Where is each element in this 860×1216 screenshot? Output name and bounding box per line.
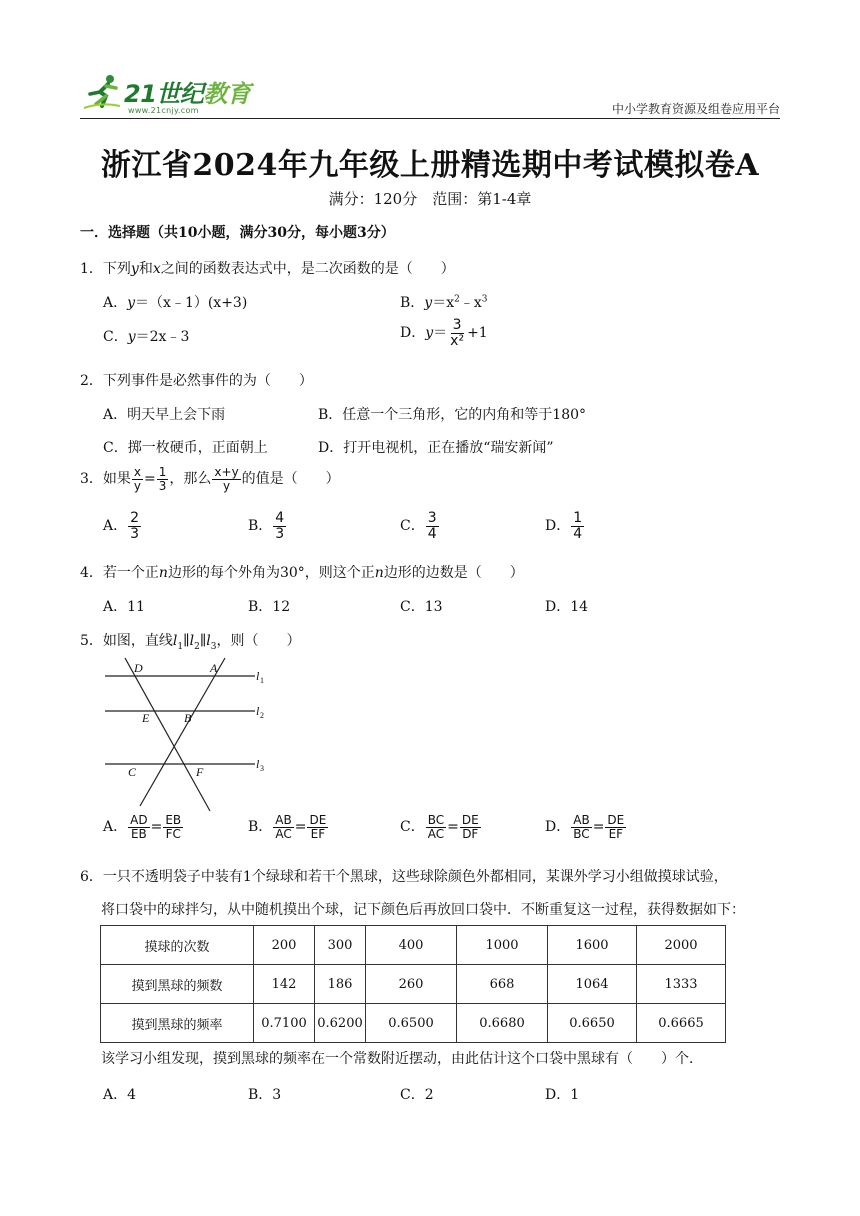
q5-option-c[interactable]: [400, 814, 482, 840]
logo-wordmark: [124, 82, 250, 106]
q1-option-a[interactable]: [103, 292, 247, 312]
q3-b-label: B．: [248, 518, 273, 535]
question-6-line-2: 将口袋中的球拌匀，从中随机摸出个球，记下颜色后再放回口袋中．不断重复这一过程，获得数据如下：: [101, 902, 745, 918]
q3-fraction-xy-y: [212, 466, 240, 492]
parallel-lines-figure: [100, 656, 275, 816]
q3-f3-num: x+y: [214, 465, 239, 479]
q5-option-a[interactable]: [103, 814, 184, 840]
question-5-stem: [80, 630, 301, 650]
q3-a-den: 3: [130, 525, 140, 542]
q3-option-c[interactable]: [400, 511, 440, 541]
q1-c-label: C．: [103, 329, 128, 345]
q5-l1: l: [172, 633, 178, 649]
transversal-a-c: [140, 658, 225, 806]
table-cell: 1600: [548, 926, 637, 965]
platform-tagline: 中小学教育资源及组卷应用平台: [611, 102, 780, 116]
label-a: A: [210, 661, 218, 675]
q6-option-a[interactable]: A．4: [103, 1087, 137, 1103]
table-cell: 1333: [637, 965, 726, 1004]
q5-b-d1: AC: [275, 826, 292, 841]
label-l2: l: [256, 704, 260, 718]
q5-d-d2: EF: [608, 826, 624, 841]
logo-text-a: 21世纪: [124, 80, 204, 108]
q5-d-frac1: [571, 814, 591, 840]
q1-a-label: A．: [103, 295, 128, 311]
label-c: C: [128, 765, 137, 779]
table-cell: 0.6200: [315, 1004, 366, 1043]
frequency-table: [100, 925, 726, 1043]
q4-option-d[interactable]: D．14: [545, 599, 589, 615]
q1-var-x: x: [152, 261, 161, 277]
table-cell: 0.7100: [254, 1004, 315, 1043]
q5-c-eq: =: [447, 819, 459, 836]
q5-b-frac1: [273, 814, 293, 840]
q3-c-fraction: [426, 511, 439, 541]
q5-l3: l: [206, 633, 211, 649]
q5-l2: l: [189, 633, 195, 649]
table-cell: 2000: [637, 926, 726, 965]
q5-d-n1: AB: [573, 813, 590, 827]
q5-a-n2: EB: [165, 813, 182, 827]
q1-b-exp1: 2: [454, 294, 460, 305]
label-e: E: [142, 711, 150, 725]
q3-f2-num: 1: [158, 465, 167, 479]
q5-b-n2: DE: [309, 813, 327, 827]
q3-b-fraction: [273, 511, 286, 541]
question-3-stem: [80, 466, 340, 492]
transversal-d-f: [125, 658, 210, 811]
q2-option-a[interactable]: A．明天早上会下雨: [103, 407, 226, 423]
question-2-stem: 2．下列事件是必然事件的为（ ）: [80, 373, 313, 389]
q5-s3: 3: [210, 641, 217, 652]
table-cell: 668: [457, 965, 548, 1004]
q1-stem-c: 之间的函数表达式中，是二次函数的是（ ）: [160, 261, 455, 277]
label-b: B: [184, 711, 192, 725]
q5-c-frac2: [460, 814, 481, 840]
q1-option-d[interactable]: [400, 318, 488, 348]
q5-a-label: A．: [103, 819, 128, 836]
label-l3-sub: 3: [260, 764, 264, 773]
q1-a-text: ＝（x﹣1）(x+3): [135, 295, 248, 311]
q1-b-label: B．: [400, 295, 425, 311]
q2-option-c[interactable]: C．掷一枚硬币，正面朝上: [103, 440, 268, 456]
q3-f1-den: y: [133, 478, 142, 493]
q5-stem-b: ，则（ ）: [216, 633, 301, 649]
q5-b-n1: AB: [275, 813, 292, 827]
q3-f2-den: 3: [158, 478, 167, 493]
q4-option-a[interactable]: A．11: [103, 599, 145, 615]
q1-d-y: y: [425, 325, 434, 342]
q1-option-b[interactable]: [400, 292, 488, 312]
label-l3: l: [256, 757, 260, 771]
q5-a-frac2: [163, 814, 183, 840]
q3-c-label: C．: [400, 518, 425, 535]
q3-f1-num: x: [133, 465, 142, 479]
table-cell: 1000: [457, 926, 548, 965]
q5-d-label: D．: [545, 819, 571, 836]
question-6-line-1: 6．一只不透明袋子中装有1个绿球和若干个黑球，这些球除颜色外都相同，某课外学习小组做摸球试验，: [80, 869, 728, 885]
page-title: 浙江省2024年九年级上册精选期中考试模拟卷A: [100, 148, 760, 183]
q3-d-den: 4: [573, 525, 583, 542]
label-l2-sub: 2: [260, 711, 264, 720]
frequency-table-body: [101, 926, 726, 1043]
question-1-stem: [80, 258, 455, 278]
q1-b-exp2: 3: [481, 294, 488, 305]
q3-fraction-1-3: [157, 466, 169, 492]
table-row-header: 摸到黑球的频率: [101, 1004, 254, 1043]
table-cell: 300: [315, 926, 366, 965]
question-6-line-3: 该学习小组发现，摸到黑球的频率在一个常数附近摆动，由此估计这个口袋中黑球有（ ）个．: [101, 1051, 703, 1067]
table-row: [101, 1004, 726, 1043]
q5-stem-a: 5．如图，直线: [80, 633, 173, 649]
exam-subtitle: 满分：120分 范围：第1-4章: [328, 190, 532, 208]
table-row: [101, 926, 726, 965]
q3-option-d[interactable]: [545, 511, 585, 541]
table-cell: 200: [254, 926, 315, 965]
q5-d-n2: DE: [607, 813, 625, 827]
q3-a-num: 2: [130, 510, 140, 526]
q5-c-frac1: [426, 814, 446, 840]
label-l1: l: [256, 669, 260, 683]
q4-stem-c: 边形的边数是（ ）: [383, 565, 524, 581]
label-l1-sub: 1: [260, 676, 264, 685]
q1-d-fraction: [448, 318, 466, 348]
table-cell: 400: [366, 926, 457, 965]
q5-b-frac2: [307, 814, 328, 840]
q4-stem-b: 边形的每个外角为30°，则这个正: [167, 565, 375, 581]
q1-a-y: y: [127, 295, 136, 311]
q1-d-tail: +1: [467, 325, 488, 342]
q1-b-eq: ＝x: [432, 295, 455, 311]
q3-d-num: 1: [573, 510, 583, 526]
q2-option-b[interactable]: B．任意一个三角形，它的内角和等于180°: [318, 407, 587, 423]
q1-d-num: 3: [452, 317, 462, 333]
q5-c-d2: DF: [462, 826, 479, 841]
q5-a-d2: FC: [165, 826, 181, 841]
table-cell: 0.6650: [548, 1004, 637, 1043]
table-cell: 186: [315, 965, 366, 1004]
table-cell: 0.6680: [457, 1004, 548, 1043]
q3-stem-b: ，那么: [169, 471, 212, 488]
q5-a-d1: EB: [130, 826, 147, 841]
q3-d-label: D．: [545, 518, 571, 535]
q6-option-c[interactable]: C．2: [400, 1087, 434, 1103]
question-4-stem: [80, 562, 524, 582]
q5-c-n2: DE: [461, 813, 479, 827]
q5-d-d1: BC: [573, 826, 590, 841]
q1-stem-a: 1．下列: [80, 261, 131, 277]
runner-logo-icon: [82, 72, 122, 112]
q1-b-y: y: [424, 295, 433, 311]
table-cell: 1064: [548, 965, 637, 1004]
q3-d-fraction: [571, 511, 584, 541]
label-f: F: [196, 765, 204, 779]
q3-stem-c: 的值是（ ）: [241, 471, 340, 488]
q4-n2: n: [374, 565, 384, 581]
q5-a-eq: =: [150, 819, 163, 836]
q5-par2: ∥: [199, 633, 207, 649]
q3-stem-a: 3．如果: [80, 471, 131, 488]
q1-option-c[interactable]: [103, 326, 189, 346]
q3-b-den: 3: [275, 525, 285, 542]
table-cell: 142: [254, 965, 315, 1004]
q3-a-label: A．: [103, 518, 128, 535]
q5-d-eq: =: [592, 819, 605, 836]
q1-var-y: y: [130, 261, 139, 277]
q5-par1: ∥: [183, 633, 190, 649]
q5-c-label: C．: [400, 819, 425, 836]
table-row-header: 摸到黑球的频数: [101, 965, 254, 1004]
q1-d-den: x²: [450, 332, 465, 349]
q5-s2: 2: [194, 641, 200, 652]
table-cell: 0.6500: [366, 1004, 457, 1043]
q5-s1: 1: [177, 641, 184, 652]
q2-option-d[interactable]: D．打开电视机，正在播放“瑞安新闻”: [318, 440, 554, 456]
q1-stem-b: 和: [138, 261, 153, 277]
q3-option-a[interactable]: [103, 511, 142, 541]
q5-a-frac1: [128, 814, 149, 840]
q4-stem-a: 4．若一个正: [80, 565, 159, 581]
q5-b-label: B．: [248, 819, 273, 836]
section-heading: 一．选择题（共10小题，满分30分，每小题3分）: [80, 225, 395, 241]
q1-d-eq: ＝: [433, 325, 448, 342]
q5-b-d2: EF: [310, 826, 326, 841]
q3-a-fraction: [128, 511, 141, 541]
q4-option-b[interactable]: B．12: [248, 599, 291, 615]
table-row: [101, 965, 726, 1004]
header-divider: [80, 118, 780, 119]
q4-n1: n: [158, 565, 168, 581]
q3-eq: =: [144, 471, 156, 488]
q3-b-num: 4: [275, 510, 285, 526]
table-cell: 0.6665: [637, 1004, 726, 1043]
q3-c-den: 4: [427, 525, 437, 542]
q1-c-y: y: [127, 329, 136, 345]
q5-c-d1: AC: [427, 826, 445, 841]
q3-f3-den: y: [222, 478, 231, 493]
q3-option-b[interactable]: [248, 511, 287, 541]
q5-a-n1: AD: [130, 813, 148, 827]
q4-option-c[interactable]: C．13: [400, 599, 443, 615]
table-cell: 260: [366, 965, 457, 1004]
table-row-header: 摸球的次数: [101, 926, 254, 965]
q1-b-mid: ﹣x: [459, 295, 482, 311]
q5-b-eq: =: [294, 819, 307, 836]
q1-c-text: ＝2x﹣3: [135, 329, 190, 345]
q5-option-d[interactable]: [545, 814, 627, 840]
q5-d-frac2: [605, 814, 626, 840]
logo-url: www.21cnjy.com: [128, 106, 199, 115]
q3-c-num: 3: [427, 510, 437, 526]
label-d: D: [134, 661, 143, 675]
q3-fraction-x-y: [132, 466, 143, 492]
q5-c-n1: BC: [427, 813, 445, 827]
q6-option-b[interactable]: B．3: [248, 1087, 282, 1103]
q1-d-label: D．: [400, 325, 426, 342]
q6-option-d[interactable]: D．1: [545, 1087, 580, 1103]
q5-option-b[interactable]: [248, 814, 329, 840]
logo-text-b: 教育: [203, 80, 251, 108]
